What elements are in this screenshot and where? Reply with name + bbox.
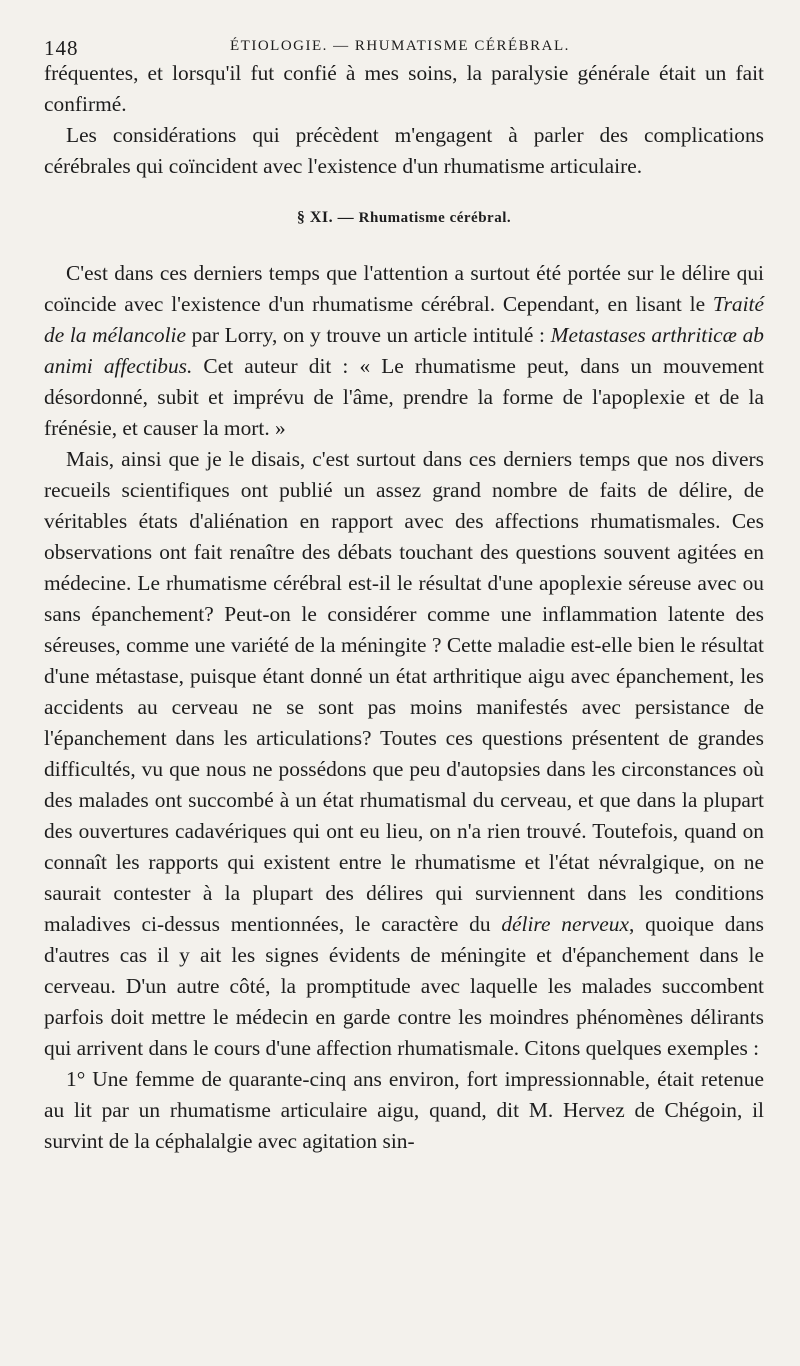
term-italic: délire nerveux [501,912,629,936]
paragraph-continued: fréquentes, et lorsqu'il fut confié à mes soins, la paralysie générale était un fait confirmé. [44,61,764,116]
paragraph-lorry [44,258,764,444]
text-run: par Lorry, on y trouve un article intitulé : [186,323,551,347]
page-number: 148 [44,36,79,60]
text-run: Cet auteur dit : « Le rhumatisme peut, dans un mouvement désordonné, subit et imprévu de l'âme, prendre la forme de l'apoplexie et de la frénésie, et causer la mort. » [44,354,765,440]
section-title: Rhumatisme cérébral. [358,210,512,226]
paragraph-considerations: Les considérations qui précèdent m'engagent à parler des complications cérébrales qui coïncident avec l'existence d'un rhumatisme articulaire. [44,123,764,178]
text-run: C'est dans ces derniers temps que l'attention a surtout été portée sur le délire qui coïncide avec l'existence d'un rhumatisme cérébral. Cependant, en lisant le [44,261,764,316]
text-run: Mais, ainsi que je le disais, c'est surtout dans ces derniers temps que nos divers recueils scientifiques ont publié un assez grand nombre de faits de délire, de véritables états d'aliénation en rapport avec des affections rhumatismales. Ces observations ont fait renaître des débats touchant des questions souvent agitées en médecine. Le rhumatisme cérébral est-il le résultat d'une apoplexie séreuse avec ou sans épanchement? Peut-on le considérer comme une inflammation latente des séreuses, comme une variété de la méningite ? Cette maladie est-elle bien le résultat d'une métastase, puisque étant donné un état arthritique aigu avec épanchement, les accidents au cerveau ne se sont pas moins manifestés avec persistance de l'épanchement dans les articulations? Toutes ces questions présentent de grandes difficultés, vu que nous ne possédons que peu d'autopsies dans les circonstances où des malades ont succombé à un état rhumatismal du cerveau, et que dans la plupart des ouvertures cadavériques qui ont eu lieu, on n'a rien trouvé. Toutefois, quand on connaît les rapports qui existent entre le rhumatisme et l'état névralgique, on ne saurait contester à la plupart des délires qui surviennent dans les conditions maladives ci-dessus mentionnées, le caractère du [44,447,764,936]
page-header [44,22,764,58]
paragraph-discussion [44,444,764,1064]
section-number: § XI. — [296,209,359,226]
page-body [44,58,764,1157]
running-head: ÉTIOLOGIE. — RHUMATISME CÉRÉBRAL. [230,38,570,54]
text-run: , quoique dans d'autres cas il y ait les signes évidents de méningite et d'épanchement dans le cerveau. D'un autre côté, la promptitude avec laquelle les malades succombent parfois doit mettre le médecin en garde contre les moindres phénomènes délirants qui arrivent dans le cours d'une affection rhumatismale. Citons quelques exemples : [44,912,765,1060]
paragraph-example-1: 1° Une femme de quarante-cinq ans environ, fort impressionnable, était retenue au lit par un rhumatisme articulaire aigu, quand, dit M. Hervez de Chégoin, il survint de la céphalalgie avec agitation sin- [44,1067,764,1153]
section-heading [44,202,764,234]
book-title-italic: Traité de la mélancolie [44,292,764,347]
article-title-italic: Metastases arthriticæ ab animi affectibus. [44,323,764,378]
